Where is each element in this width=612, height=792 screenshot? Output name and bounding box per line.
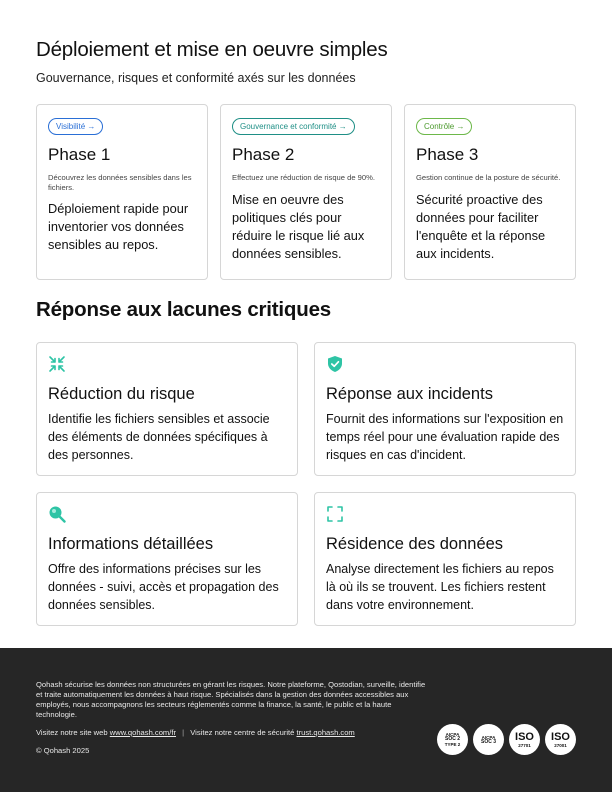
gap-title: Résidence des données — [326, 535, 504, 553]
link-separator: | — [182, 728, 185, 737]
badge-mid: SOC 3 — [480, 738, 496, 745]
phase-description: Mise en oeuvre des politiques clés pour réduire le risque lié aux données sensibles. — [232, 191, 365, 261]
phase-card-3 — [404, 104, 576, 280]
phase-tag-visibility[interactable]: Visibilité → — [48, 118, 103, 135]
phase-card-2 — [220, 104, 392, 280]
footer-links — [36, 728, 355, 737]
phase-title: Phase 2 — [232, 145, 295, 164]
focus-frame-icon — [326, 505, 344, 523]
section-subtitle-deployment: Gouvernance, risques et conformité axés sur les données — [36, 71, 356, 85]
website-link[interactable]: www.qohash.com/fr — [109, 728, 177, 737]
phase-description: Déploiement rapide pour inventorier vos données sensibles au repos. — [48, 201, 189, 252]
magnifier-icon — [48, 505, 66, 523]
compress-arrows-icon — [48, 355, 66, 373]
phase-tag-governance[interactable]: Gouvernance et conformité → — [232, 118, 355, 135]
phase-summary: Gestion continue de la posture de sécurité. — [416, 173, 561, 182]
gap-card-risk-reduction — [36, 342, 298, 476]
gap-card-data-residency — [314, 492, 576, 626]
iso-27001-badge — [545, 724, 576, 755]
trust-label: Visitez notre centre de sécurité — [190, 728, 295, 737]
certification-badges — [437, 724, 576, 755]
trust-center-link[interactable]: trust.qohash.com — [296, 728, 355, 737]
section-title-deployment: Déploiement et mise en oeuvre simples — [36, 38, 388, 61]
section-title-gaps: Réponse aux lacunes critiques — [36, 298, 331, 321]
copyright: © Qohash 2025 — [36, 746, 90, 755]
soc3-badge — [473, 724, 504, 755]
gap-description: Identifie les fichiers sensibles et associe des éléments de données spécifiques à des personnes. — [48, 412, 270, 462]
soc2-badge — [437, 724, 468, 755]
badge-bottom: 27701 — [518, 742, 531, 748]
gap-description: Analyse directement les fichiers au repos là où ils se trouvent. Les fichiers restent dans votre environnement. — [326, 562, 554, 612]
site-label: Visitez notre site web — [36, 728, 108, 737]
gap-card-incident-response — [314, 342, 576, 476]
gap-card-detailed-info — [36, 492, 298, 626]
phase-title: Phase 1 — [48, 145, 111, 164]
gap-title: Informations détaillées — [48, 535, 214, 553]
footer-about-text: Qohash sécurise les données non structurées en gérant les risques. Notre plateforme, Qostodian, surveille, identifie et traite automatiquement les données à haut risque. Spécialisés dans la gestion des données accessibles aux employés, nous accompagnons les secteurs réglementés comme la finance, la santé, le public et la haute technologie. — [36, 680, 426, 719]
iso-27701-badge — [509, 724, 540, 755]
badge-mid: SOC 2 — [444, 736, 460, 742]
gap-title: Réponse aux incidents — [326, 385, 493, 403]
badge-top: AICPA — [445, 732, 460, 737]
badge-top: AICPA — [481, 734, 496, 740]
footer — [0, 648, 612, 792]
shield-check-icon — [326, 355, 344, 373]
gap-description: Fournit des informations sur l'exposition en temps réel pour une évaluation rapide des risques en cas d'incident. — [326, 412, 564, 462]
phase-summary: Effectuez une réduction de risque de 90%. — [232, 173, 375, 182]
gap-title: Réduction du risque — [48, 385, 195, 403]
gap-description: Offre des informations précises sur les données - suivi, accès et propagation des données sensibles. — [48, 562, 279, 612]
badge-bottom: TYPE 2 — [444, 742, 461, 747]
phase-title: Phase 3 — [416, 145, 479, 164]
badge-mid: ISO — [515, 730, 534, 743]
phase-summary: Découvrez les données sensibles dans les fichiers. — [48, 173, 192, 192]
badge-bottom: 27001 — [554, 742, 567, 748]
phase-description: Sécurité proactive des données pour faciliter l'enquête et la réponse aux incidents. — [416, 191, 546, 261]
phase-tag-control[interactable]: Contrôle → — [416, 118, 472, 135]
badge-mid: ISO — [551, 730, 570, 743]
phase-card-1 — [36, 104, 208, 280]
